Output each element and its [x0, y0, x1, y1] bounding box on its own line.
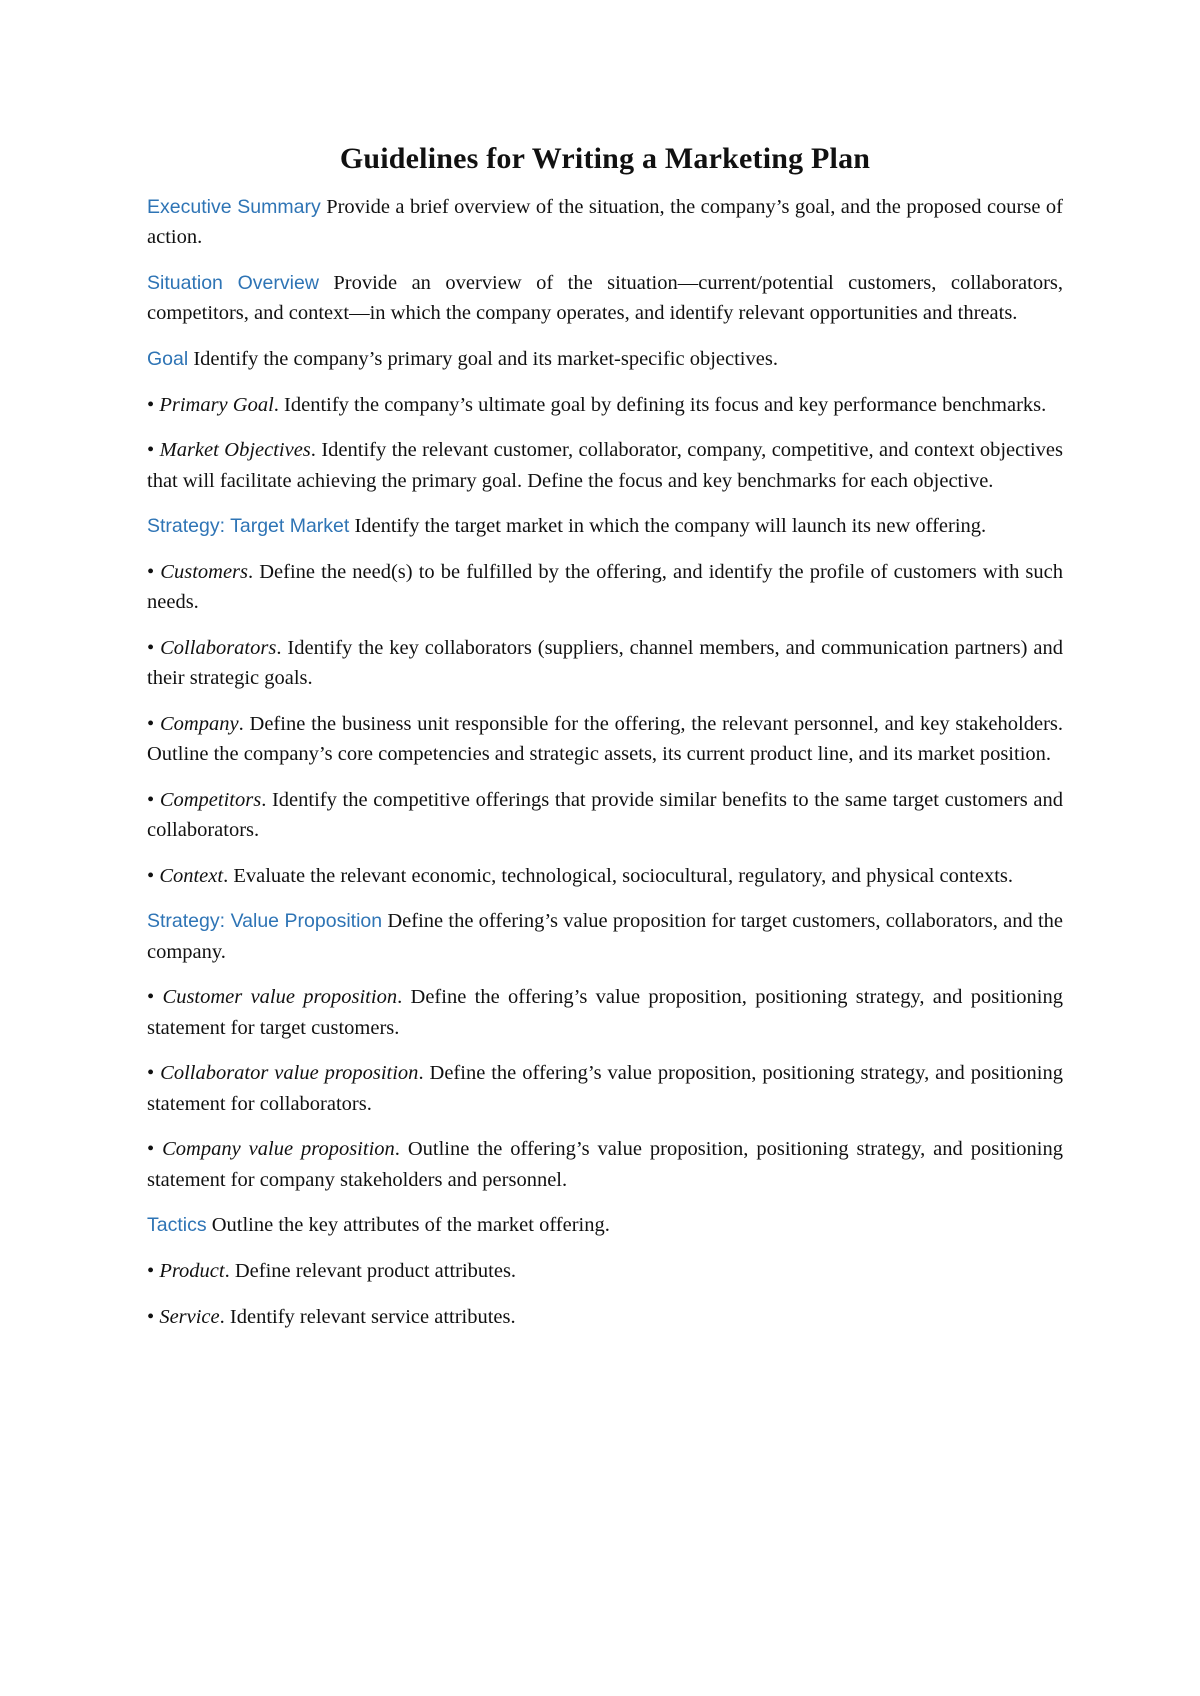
paragraph-goal	[147, 344, 1063, 374]
bullet-text: . Define the need(s) to be fulfilled by the offering, and identify the profile of customers with such needs.	[147, 560, 1063, 614]
bullet-term: Customers	[160, 560, 249, 583]
bullet-text: . Define the business unit responsible for the offering, the relevant personnel, and key stakeholders. Outline the company’s core competencies and strategic assets, its current product line, and its market position.	[147, 712, 1063, 766]
bullet-marker: •	[147, 712, 160, 735]
bullet-term: Context	[159, 864, 224, 887]
paragraph-tactics	[147, 1210, 1063, 1240]
bullet-item-collaborator-value-proposition	[147, 1058, 1063, 1119]
bullet-text: . Define the offering’s value proposition, positioning strategy, and positioning statement for collaborators.	[147, 1062, 1063, 1115]
bullet-item-collaborators	[147, 633, 1063, 694]
bullet-term: Competitors	[159, 788, 262, 811]
paragraph-executive-summary	[147, 192, 1063, 253]
section-heading-tactics: Tactics	[147, 1214, 207, 1237]
bullet-marker: •	[147, 1259, 160, 1282]
bullet-text: . Identify the competitive offerings that provide similar benefits to the same target customers and collaborators.	[147, 788, 1063, 842]
bullet-item-service	[147, 1302, 1063, 1332]
bullet-marker: •	[147, 1305, 160, 1328]
bullet-text: . Evaluate the relevant economic, technological, sociocultural, regulatory, and physical contexts.	[223, 864, 1013, 887]
bullet-text: . Outline the offering’s value proposition, positioning strategy, and positioning statement for company stakeholders and personnel.	[147, 1138, 1063, 1191]
bullet-term: Primary Goal	[159, 393, 274, 416]
bullet-marker: •	[147, 636, 161, 659]
document-title: Guidelines for Writing a Marketing Plan	[339, 142, 871, 175]
section-heading-goal: Goal	[147, 348, 189, 370]
bullet-item-context	[147, 861, 1063, 891]
paragraph-text: Identify the target market in which the company will launch its new offering.	[349, 515, 987, 538]
paragraph-text: Provide an overview of the situation—current/potential customers, collaborators, competitors, and context—in which the company operates, and identify relevant opportunities and threats.	[147, 272, 1064, 325]
bullet-term: Collaborator value proposition	[160, 1062, 419, 1085]
bullet-term: Product	[159, 1259, 225, 1282]
bullet-item-product	[147, 1256, 1063, 1286]
bullet-term: Company value proposition	[162, 1138, 395, 1161]
paragraph-text: Identify the company’s primary goal and its market-specific objectives.	[188, 348, 778, 370]
bullet-text: . Identify the relevant customer, collaborator, company, competitive, and context objectives that will facilitate achieving the primary goal. Define the focus and key benchmarks for each objective.	[147, 439, 1063, 492]
bullet-item-customer-value-proposition	[147, 982, 1063, 1043]
paragraph-situation-overview	[147, 268, 1063, 329]
bullet-text: . Define relevant product attributes.	[224, 1259, 517, 1282]
bullet-item-company-value-proposition	[147, 1134, 1063, 1195]
bullet-text: . Identify the key collaborators (suppliers, channel members, and communication partners) and their strategic goals.	[147, 636, 1063, 690]
bullet-term: Service	[159, 1305, 220, 1328]
bullet-item-market-objectives	[147, 435, 1063, 496]
section-heading-executive-summary: Executive Summary	[147, 196, 321, 218]
bullet-item-competitors	[147, 785, 1063, 846]
section-heading-strategy-value-proposition: Strategy: Value Proposition	[147, 910, 383, 933]
paragraph-strategy-target-market	[147, 511, 1063, 541]
paragraph-strategy-value-proposition	[147, 906, 1063, 967]
bullet-term: Market Objectives	[159, 439, 311, 462]
bullet-marker: •	[147, 560, 161, 583]
bullet-marker: •	[147, 864, 160, 887]
bullet-marker: •	[147, 1062, 161, 1085]
bullet-marker: •	[147, 439, 160, 462]
section-heading-situation-overview: Situation Overview	[147, 272, 319, 294]
bullet-marker: •	[147, 788, 160, 811]
bullet-term: Customer value proposition	[162, 986, 398, 1009]
bullet-item-primary-goal	[147, 390, 1063, 420]
bullet-marker: •	[147, 1138, 163, 1161]
bullet-marker: •	[147, 986, 163, 1009]
paragraph-text: Outline the key attributes of the market offering.	[206, 1214, 610, 1237]
bullet-marker: •	[147, 393, 160, 416]
paragraph-text: Provide a brief overview of the situation, the company’s goal, and the proposed course of action.	[147, 196, 1064, 249]
bullet-text: . Define the offering’s value proposition, positioning strategy, and positioning statement for target customers.	[147, 986, 1063, 1039]
document-page	[147, 142, 1063, 1347]
paragraph-text: Define the offering’s value proposition for target customers, collaborators, and the company.	[147, 910, 1063, 963]
bullet-term: Collaborators	[160, 636, 277, 659]
bullet-text: . Identify the company’s ultimate goal by defining its focus and key performance benchmarks.	[273, 393, 1047, 416]
bullet-term: Company	[160, 712, 239, 735]
bullet-item-customers	[147, 557, 1063, 618]
section-heading-strategy-target-market: Strategy: Target Market	[147, 515, 350, 538]
bullet-item-company	[147, 709, 1063, 770]
bullet-text: . Identify relevant service attributes.	[219, 1305, 516, 1328]
